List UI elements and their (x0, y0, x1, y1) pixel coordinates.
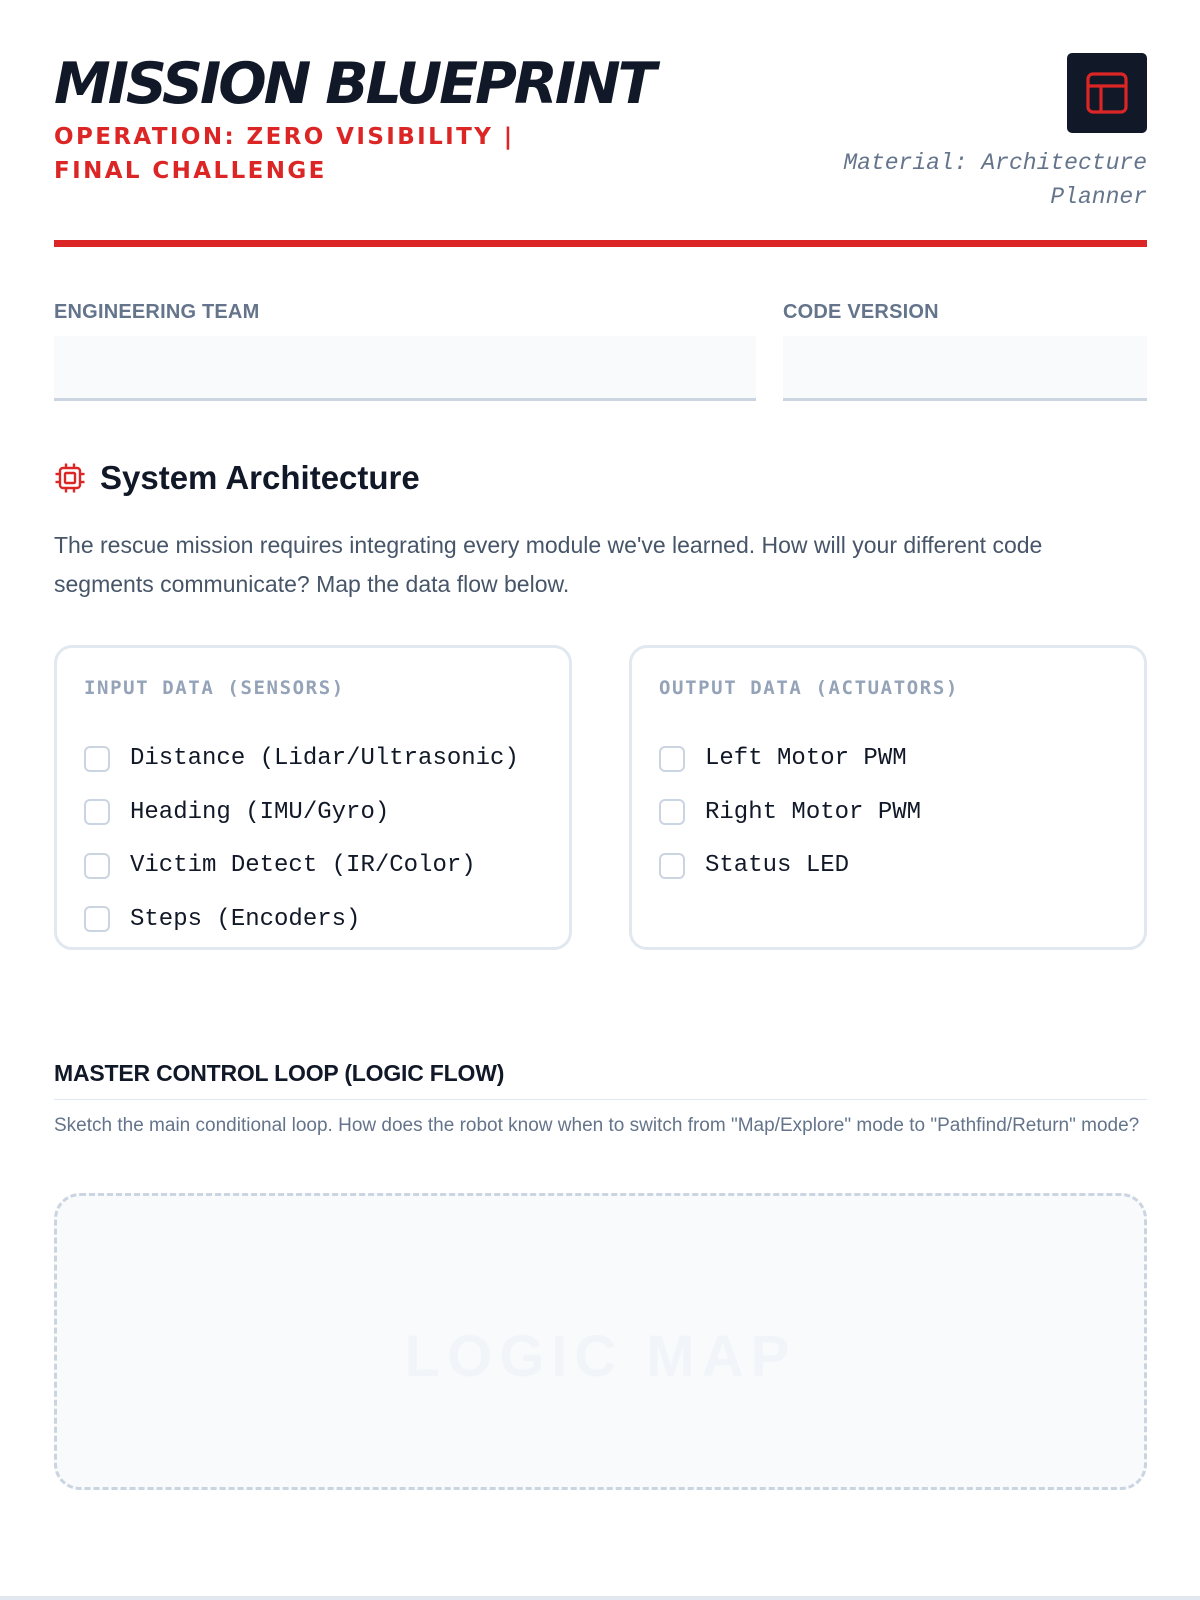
control-loop-title: MASTER CONTROL LOOP (LOGIC FLOW) (54, 1060, 505, 1086)
architecture-description: The rescue mission requires integrating every module we've learned. How will your different code segments communicate? Map the data flow below. (54, 532, 1043, 597)
control-loop-description: Sketch the main conditional loop. How does the robot know when to switch from "Map/Explore" mode to "Pathfind/Return" mode? (54, 1115, 1140, 1136)
checkbox[interactable] (84, 799, 110, 825)
header (54, 0, 1147, 248)
material-label: Material: Architecture Planner (843, 150, 1147, 210)
control-loop-divider (54, 1099, 1147, 1100)
output-data-title: OUTPUT DATA (ACTUATORS) (659, 677, 959, 699)
checkbox[interactable] (84, 906, 110, 932)
input-item-steps[interactable] (84, 893, 519, 947)
layout-panel-icon-glyph (1084, 70, 1130, 116)
checkbox-label: Status LED (705, 852, 850, 880)
checkbox[interactable] (659, 853, 685, 879)
checkbox-label: Distance (Lidar/Ultrasonic) (130, 745, 519, 773)
output-data-card (629, 645, 1147, 950)
output-item-left-motor[interactable] (659, 732, 921, 786)
architecture-title: System Architecture (100, 459, 420, 496)
layout-panel-icon (1067, 53, 1147, 133)
logic-map-sketch-area[interactable] (54, 1193, 1147, 1490)
page-bottom-edge (0, 1596, 1200, 1600)
checkbox[interactable] (659, 746, 685, 772)
checkbox-label: Left Motor PWM (705, 745, 907, 773)
page-subtitle: OPERATION: ZERO VISIBILITY | FINAL CHALLENGE (54, 124, 515, 184)
checkbox[interactable] (84, 853, 110, 879)
input-data-list (84, 732, 519, 946)
checkbox[interactable] (659, 799, 685, 825)
checkbox[interactable] (84, 746, 110, 772)
output-item-status-led[interactable] (659, 839, 921, 893)
header-divider (54, 240, 1147, 247)
page-title: MISSION BLUEPRINT (54, 51, 654, 117)
architecture-heading (54, 458, 420, 498)
code-version-label: CODE VERSION (783, 301, 939, 323)
code-version-field (783, 300, 1147, 401)
engineering-team-input[interactable] (54, 336, 756, 401)
input-data-title: INPUT DATA (SENSORS) (84, 677, 345, 699)
checkbox-label: Heading (IMU/Gyro) (130, 798, 390, 826)
input-item-victim-detect[interactable] (84, 839, 519, 893)
checkbox-label: Right Motor PWM (705, 798, 922, 826)
input-item-heading[interactable] (84, 786, 519, 840)
input-item-distance[interactable] (84, 732, 519, 786)
input-data-card (54, 645, 572, 950)
output-data-list (659, 732, 921, 893)
checkbox-label: Victim Detect (IR/Color) (130, 852, 476, 880)
engineering-team-field (54, 300, 756, 401)
checkbox-label: Steps (Encoders) (130, 905, 361, 933)
cpu-chip-icon (54, 462, 86, 494)
engineering-team-label: ENGINEERING TEAM (54, 301, 260, 323)
code-version-input[interactable] (783, 336, 1147, 401)
output-item-right-motor[interactable] (659, 786, 921, 840)
logic-map-watermark: LOGIC MAP (404, 1324, 797, 1389)
